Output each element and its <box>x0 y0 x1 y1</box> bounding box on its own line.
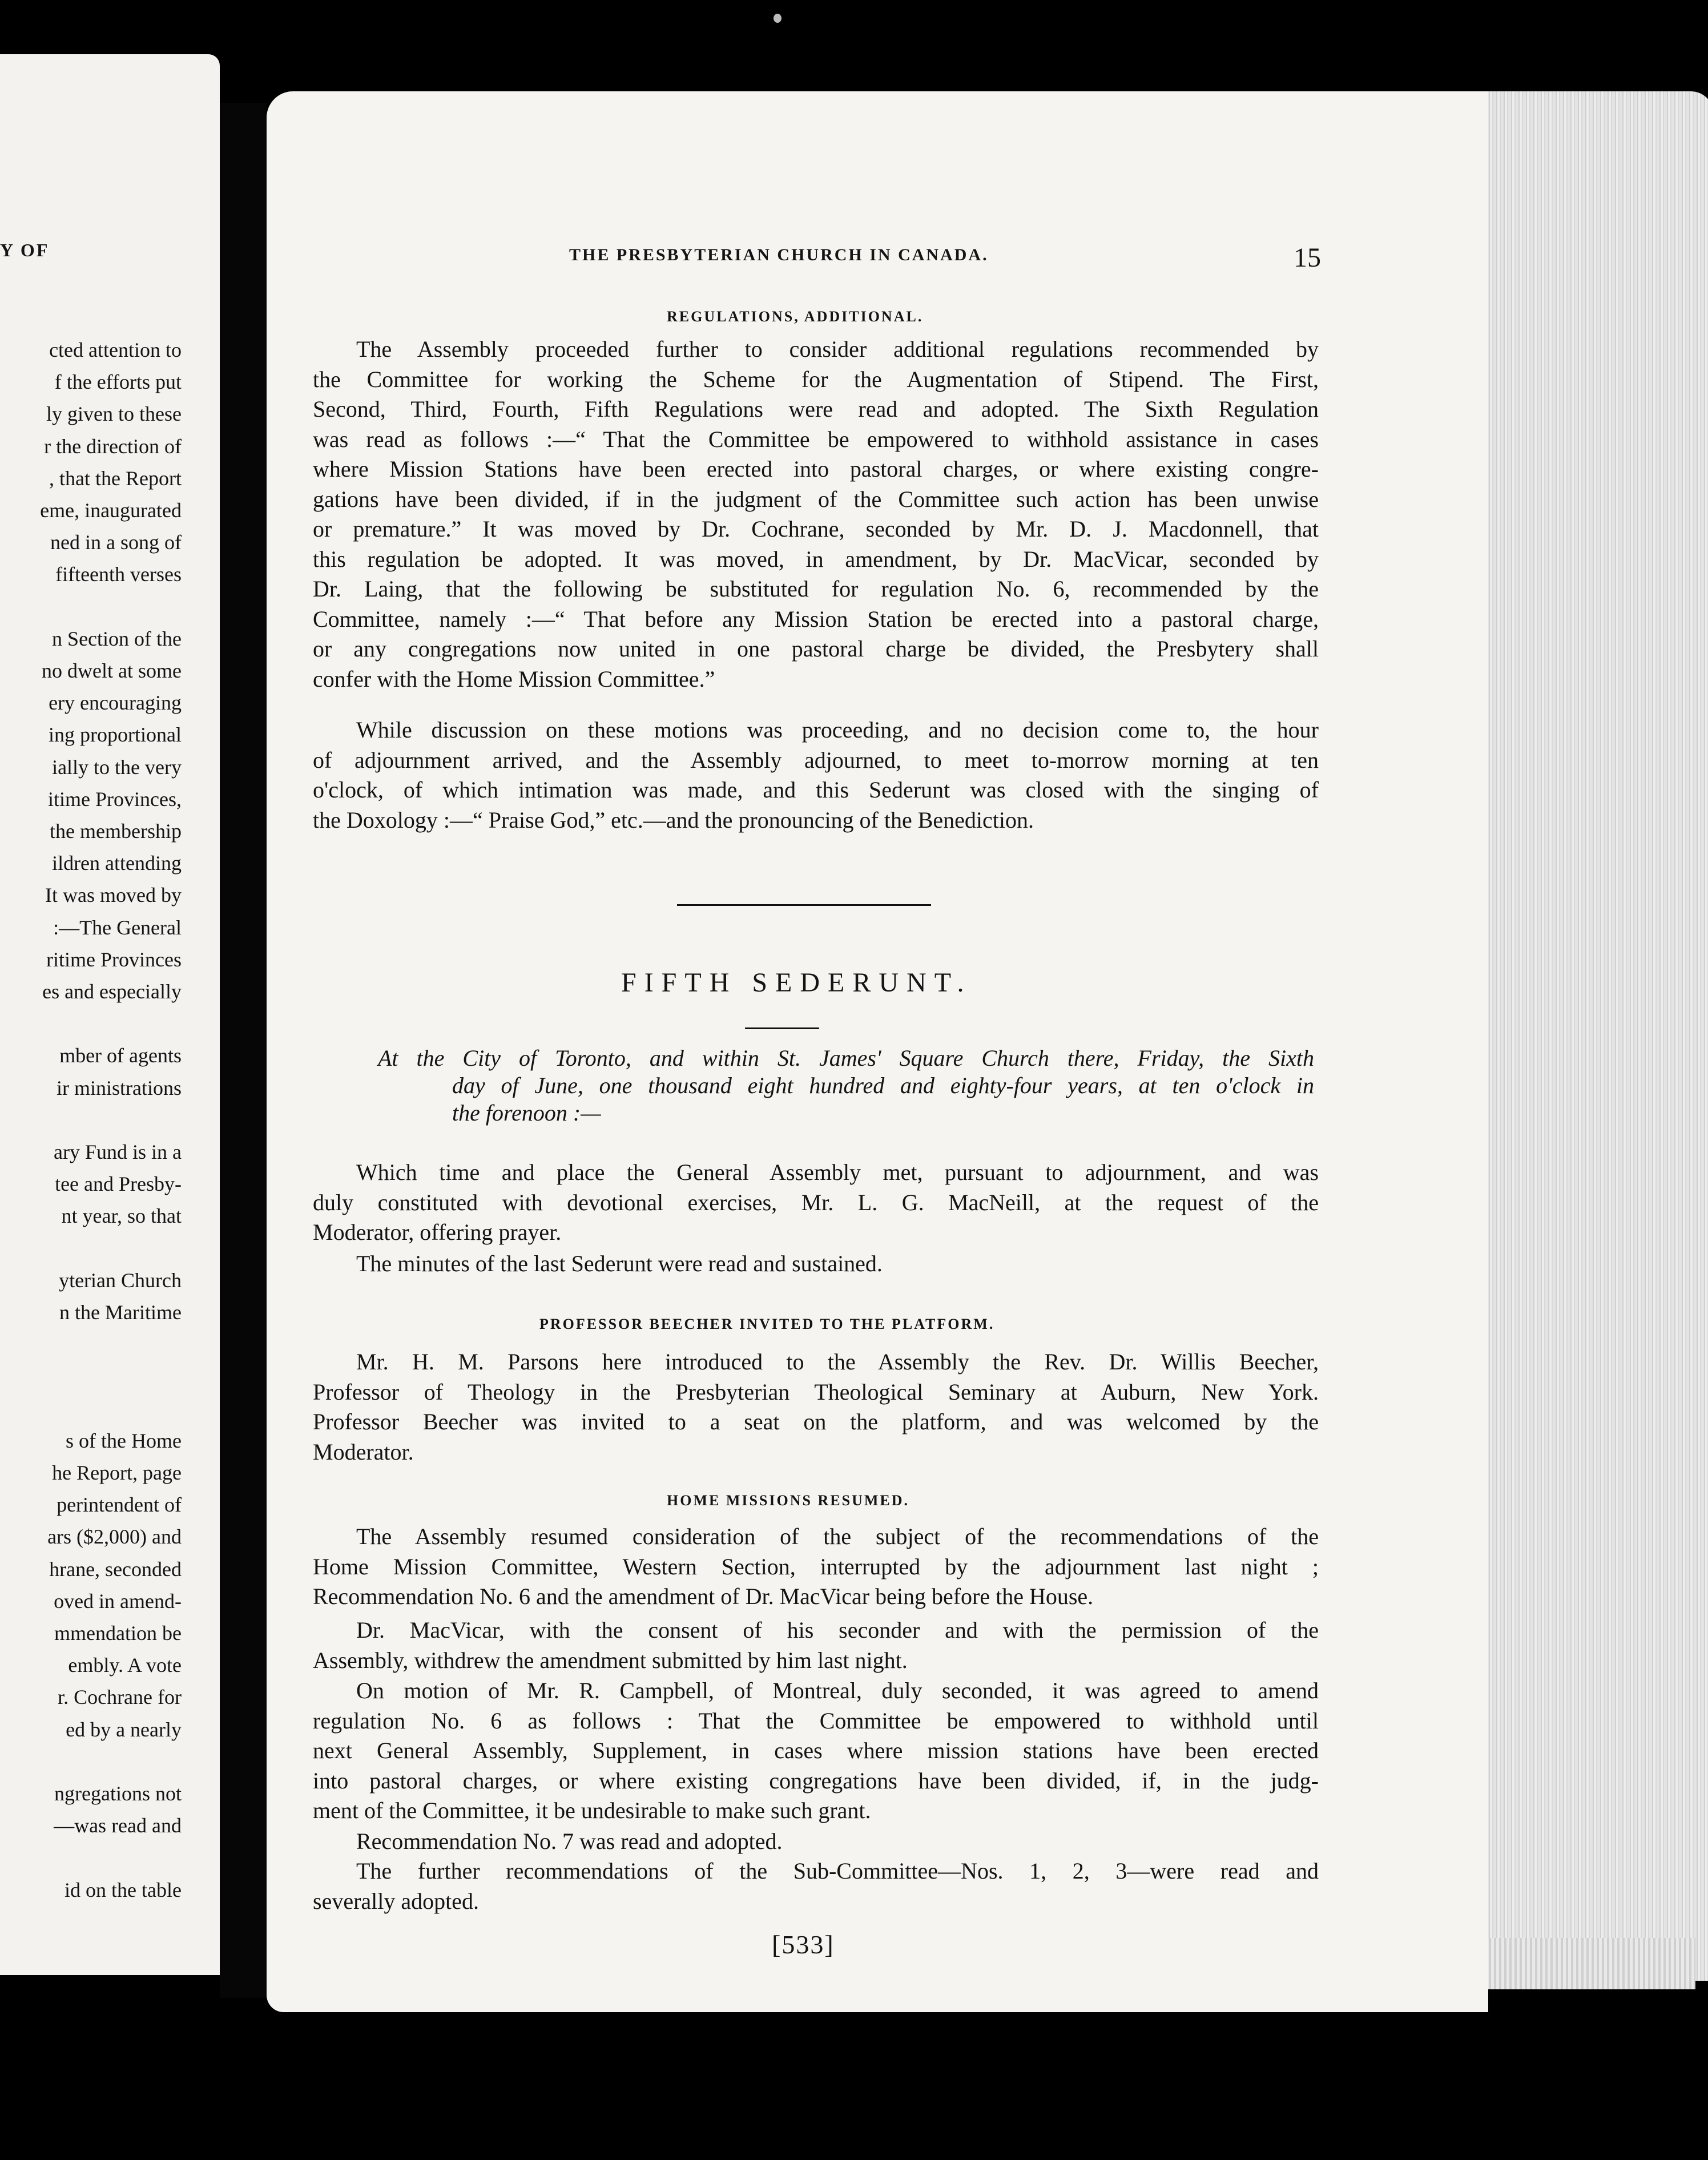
title-underline <box>745 1027 819 1029</box>
left-page-line: hrane, seconded <box>49 1557 182 1581</box>
beecher-heading: PROFESSOR BEECHER INVITED TO THE PLATFORM. <box>539 1316 995 1332</box>
running-head: THE PRESBYTERIAN CHURCH IN CANADA. <box>569 245 989 264</box>
minutes-paragraph <box>313 1249 1319 1279</box>
text-line: Professor of Theology in the Presbyterian Theological Seminary at Auburn, New York. <box>313 1379 1319 1405</box>
left-page-line: ly given to these <box>46 402 182 426</box>
section-divider <box>677 904 931 906</box>
left-page-line: embly. A vote <box>68 1654 182 1677</box>
left-page-line: ritime Provinces <box>46 948 182 971</box>
text-line: regulation No. 6 as follows : That the Committee be empowered to withhold until <box>313 1707 1319 1734</box>
text-line: ment of the Committee, it be undesirable to make such grant. <box>313 1798 871 1823</box>
text-line: or premature.” It was moved by Dr. Cochrane, seconded by Mr. D. J. Macdonnell, that <box>313 516 1319 542</box>
left-page-line: no dwelt at some <box>42 659 182 682</box>
left-page-line: ed by a nearly <box>66 1718 182 1741</box>
left-page-line: ars ($2,000) and <box>47 1525 182 1549</box>
left-page-line: cted attention to <box>49 338 182 361</box>
text-line: the Committee for working the Scheme for the Augmentation of Stipend. The First, <box>313 366 1319 392</box>
sederunt-intro <box>378 1045 1314 1127</box>
left-page-line: perintendent of <box>57 1493 182 1517</box>
left-page-line: ially to the very <box>52 755 182 779</box>
left-page-line: It was moved by <box>45 884 182 907</box>
page-number: 15 <box>1294 243 1321 273</box>
text-line: this regulation be adopted. It was moved, in amendment, by Dr. MacVicar, seconded by <box>313 546 1319 572</box>
text-line: Second, Third, Fourth, Fifth Regulations were read and adopted. The Sixth Regulation <box>313 396 1319 422</box>
left-page-line: eme, inaugurated <box>40 499 182 522</box>
meeting-paragraph <box>313 1158 1319 1248</box>
text-line: While discussion on these motions was proceeding, and no decision come to, the hour <box>356 717 1319 743</box>
text-line: The minutes of the last Sederunt were read and sustained. <box>356 1251 883 1276</box>
left-page-line: ery encouraging <box>49 691 182 715</box>
left-page-line: he Report, page <box>52 1461 182 1484</box>
footer-page-number: [533] <box>772 1930 835 1959</box>
left-page-line: ing proportional <box>49 723 182 747</box>
text-line: o'clock, of which intimation was made, and this Sederunt was closed with the singing of <box>313 777 1319 803</box>
home-missions-paragraph-5 <box>313 1856 1319 1916</box>
left-page-line: id on the table <box>65 1878 182 1901</box>
left-page-line: mber of agents <box>59 1044 182 1067</box>
text-line: gations have been divided, if in the judgment of the Committee such action has been unwise <box>313 486 1319 512</box>
left-page-line: ir ministrations <box>57 1076 182 1099</box>
text-line: Recommendation No. 6 and the amendment of Dr. MacVicar being before the House. <box>313 1583 1094 1609</box>
text-line: Committee, namely :—“ That before any Mission Station be erected into a pastoral charge, <box>313 606 1319 632</box>
home-missions-paragraph-4 <box>313 1827 1319 1857</box>
beecher-paragraph <box>313 1347 1319 1467</box>
left-page-line: fifteenth verses <box>55 563 182 586</box>
left-page-line: r the direction of <box>44 434 182 458</box>
adjournment-paragraph <box>313 715 1319 835</box>
left-page-line: r. Cochrane for <box>58 1686 182 1709</box>
text-line: Professor Beecher was invited to a seat on the platform, and was welcomed by the <box>313 1409 1319 1434</box>
text-line: next General Assembly, Supplement, in cases where mission stations have been erected <box>313 1738 1319 1763</box>
text-line: Dr. Laing, that the following be substituted for regulation No. 6, recommended by the <box>313 576 1319 602</box>
page-stack-edge <box>1479 91 1708 1981</box>
left-page-line: n the Maritime <box>59 1301 182 1324</box>
left-page-line: :—The General <box>53 916 182 939</box>
left-page-line: nt year, so that <box>61 1204 182 1228</box>
text-line: Moderator. <box>313 1438 414 1465</box>
left-page-line: ngregations not <box>54 1782 182 1805</box>
left-page-line: f the efforts put <box>54 370 182 394</box>
left-page-line: oved in amend- <box>54 1589 182 1613</box>
text-line: Which time and place the General Assembly met, pursuant to adjournment, and was <box>356 1159 1319 1185</box>
text-line: or any congregations now united in one pastoral charge be divided, the Presbytery shall <box>313 636 1319 662</box>
text-line: Assembly, withdrew the amendment submitted by him last night. <box>313 1647 908 1673</box>
left-page-line: the membership <box>50 820 182 843</box>
left-page-line: tee and Presby- <box>55 1172 182 1196</box>
sederunt-intro-line: At the City of Toronto, and within St. James' Square Church there, Friday, the Sixth <box>378 1045 1314 1071</box>
regulations-heading: REGULATIONS, ADDITIONAL. <box>667 308 924 325</box>
left-page-line: itime Provinces, <box>48 787 182 811</box>
home-missions-heading: HOME MISSIONS RESUMED. <box>667 1492 909 1509</box>
text-line: Dr. MacVicar, with the consent of his seconder and with the permission of the <box>356 1617 1319 1643</box>
text-line: into pastoral charges, or where existing congregations have been divided, if, in the judg- <box>313 1767 1319 1794</box>
text-line: was read as follows :—“ That the Committee be empowered to withhold assistance in cases <box>313 426 1319 452</box>
text-line: The Assembly proceeded further to consider additional regulations recommended by <box>356 336 1319 362</box>
text-line: of adjournment arrived, and the Assembly adjourned, to meet to-morrow morning at ten <box>313 747 1319 773</box>
text-line: Moderator, offering prayer. <box>313 1219 562 1245</box>
text-line: the Doxology :—“ Praise God,” etc.—and the pronouncing of the Benediction. <box>313 807 1034 833</box>
home-missions-paragraph-2 <box>313 1615 1319 1675</box>
left-page-line: s of the Home <box>66 1429 182 1452</box>
left-page-running-head: Y OF <box>0 240 50 260</box>
left-page-line: yterian Church <box>59 1268 182 1292</box>
text-line: The Assembly resumed consideration of the subject of the recommendations of the <box>356 1524 1319 1549</box>
left-page-line: ary Fund is in a <box>54 1141 182 1163</box>
text-line: duly constituted with devotional exercises, Mr. L. G. MacNeill, at the request of the <box>313 1189 1319 1215</box>
fifth-sederunt-title: FIFTH SEDERUNT. <box>621 968 972 998</box>
text-line: Mr. H. M. Parsons here introduced to the Assembly the Rev. Dr. Willis Beecher, <box>356 1349 1319 1375</box>
text-line: Recommendation No. 7 was read and adopted. <box>356 1828 783 1854</box>
sederunt-intro-line: day of June, one thousand eight hundred and eighty-four years, at ten o'clock in <box>452 1073 1314 1098</box>
book-gutter <box>220 103 267 1998</box>
left-page-line: mmendation be <box>54 1622 182 1645</box>
home-missions-paragraph-3 <box>313 1676 1319 1826</box>
left-page-line: ildren attending <box>52 852 182 875</box>
home-missions-paragraph-1 <box>313 1522 1319 1612</box>
text-line: where Mission Stations have been erected into pastoral charges, or where existing congre- <box>313 456 1319 482</box>
scan-speck <box>774 14 782 23</box>
left-page-line: es and especially <box>42 980 182 1003</box>
left-page-line: —was read and <box>54 1814 182 1837</box>
text-line: Home Mission Committee, Western Section, interrupted by the adjournment last night ; <box>313 1553 1319 1579</box>
page-stack-bottom <box>1479 1938 1695 1989</box>
left-page-line: , that the Report <box>49 466 182 490</box>
text-line: The further recommendations of the Sub-Committee—Nos. 1, 2, 3—were read and <box>356 1858 1319 1884</box>
regulations-paragraph <box>313 335 1319 694</box>
sederunt-intro-line: the forenoon :— <box>452 1100 601 1126</box>
left-page-line: n Section of the <box>52 627 182 650</box>
left-page-line: ned in a song of <box>50 531 182 554</box>
text-line: confer with the Home Mission Committee.” <box>313 666 715 692</box>
left-page <box>0 54 220 1975</box>
text-line: On motion of Mr. R. Campbell, of Montreal, duly seconded, it was agreed to amend <box>356 1678 1319 1703</box>
text-line: severally adopted. <box>313 1888 479 1914</box>
